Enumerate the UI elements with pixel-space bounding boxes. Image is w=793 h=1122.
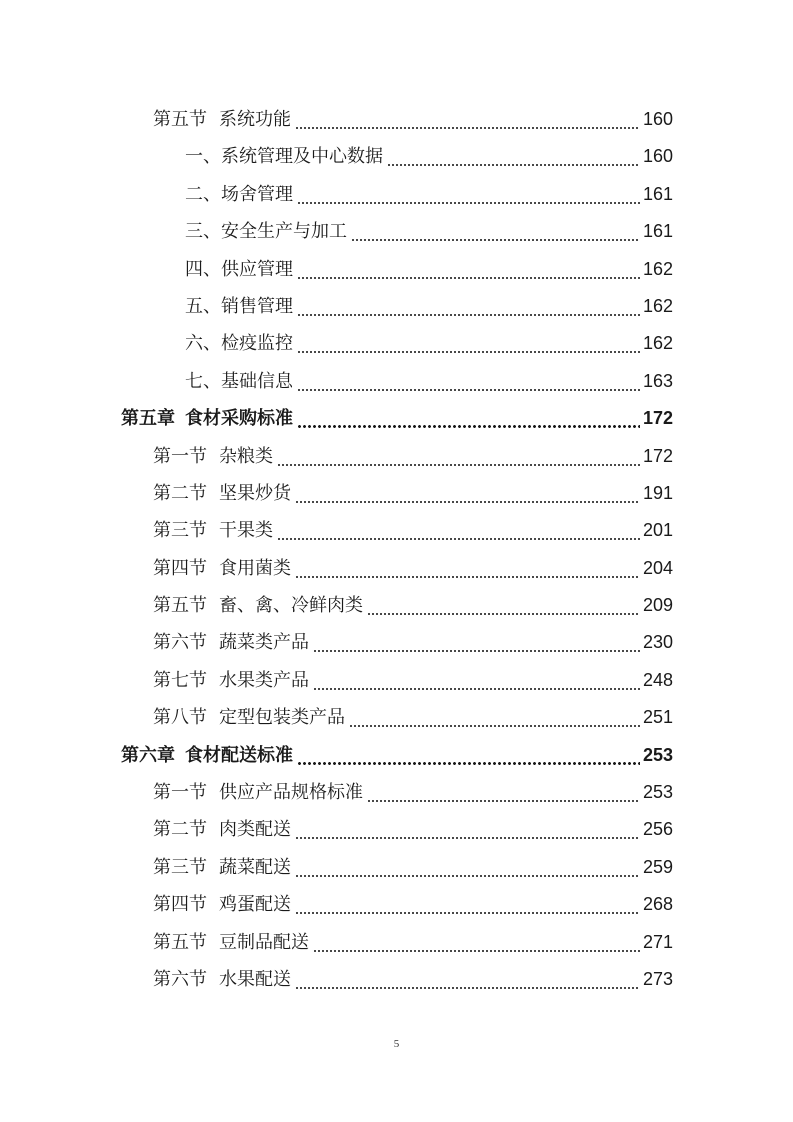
toc-entry-title: 供应产品规格标准 bbox=[219, 782, 363, 804]
toc-entry-page: 253 bbox=[642, 744, 673, 765]
toc-entry-number: 二、 bbox=[185, 183, 221, 205]
toc-entry-title: 基础信息 bbox=[221, 370, 293, 392]
toc-entry-title: 食材配送标准 bbox=[185, 744, 293, 766]
toc-dot-leader bbox=[295, 811, 640, 848]
toc-entry-number: 第五节 bbox=[153, 109, 207, 130]
toc-entry-number: 第六节 bbox=[153, 632, 207, 654]
toc-entry-page: 162 bbox=[642, 295, 673, 316]
toc-dot-leader bbox=[367, 587, 640, 624]
toc-entry-number: 第二节 bbox=[153, 819, 207, 841]
toc-entry-title: 畜、禽、冷鲜肉类 bbox=[219, 595, 363, 617]
toc-entry-page: 268 bbox=[642, 894, 673, 915]
toc-entry-title: 系统功能 bbox=[219, 109, 291, 130]
toc-entry-page: 259 bbox=[642, 856, 673, 877]
toc-dot-leader bbox=[313, 662, 640, 699]
toc-chapter-entry[interactable] bbox=[0, 737, 793, 774]
toc-entry-number: 六、 bbox=[185, 333, 221, 355]
toc-dot-leader bbox=[351, 213, 640, 250]
toc-dot-leader bbox=[297, 325, 640, 362]
toc-dot-leader bbox=[295, 475, 640, 512]
toc-entry-page: 163 bbox=[642, 370, 673, 391]
toc-section-entry[interactable] bbox=[0, 550, 793, 587]
toc-entry-page: 161 bbox=[642, 183, 673, 204]
toc-subsection-entry[interactable] bbox=[0, 325, 793, 362]
toc-entry-page: 201 bbox=[642, 520, 673, 541]
toc-entry-number: 第五节 bbox=[153, 595, 207, 617]
toc-entry-page: 191 bbox=[642, 482, 673, 503]
toc-section-entry[interactable] bbox=[0, 101, 793, 138]
toc-section-entry[interactable] bbox=[0, 774, 793, 811]
toc-section-entry[interactable] bbox=[0, 438, 793, 475]
toc-entry-title: 鸡蛋配送 bbox=[219, 894, 291, 916]
table-of-contents bbox=[0, 101, 793, 998]
toc-entry-number: 第四节 bbox=[153, 557, 207, 579]
toc-dot-leader bbox=[295, 101, 640, 138]
toc-section-entry[interactable] bbox=[0, 624, 793, 661]
toc-dot-leader bbox=[367, 774, 640, 811]
toc-entry-number: 第三节 bbox=[153, 520, 207, 542]
toc-entry-title: 蔬菜配送 bbox=[219, 856, 291, 878]
toc-entry-title: 水果类产品 bbox=[219, 669, 309, 691]
toc-dot-leader bbox=[313, 624, 640, 661]
toc-dot-leader bbox=[277, 512, 640, 549]
toc-entry-title: 检疫监控 bbox=[221, 333, 293, 355]
toc-entry-number: 第四节 bbox=[153, 894, 207, 916]
toc-subsection-entry[interactable] bbox=[0, 363, 793, 400]
toc-section-entry[interactable] bbox=[0, 961, 793, 998]
toc-subsection-entry[interactable] bbox=[0, 176, 793, 213]
toc-entry-title: 水果配送 bbox=[219, 968, 291, 990]
toc-entry-page: 204 bbox=[642, 557, 673, 578]
toc-subsection-entry[interactable] bbox=[0, 288, 793, 325]
toc-entry-title: 肉类配送 bbox=[219, 819, 291, 841]
toc-entry-page: 162 bbox=[642, 333, 673, 354]
toc-dot-leader bbox=[387, 138, 640, 175]
toc-entry-title: 系统管理及中心数据 bbox=[221, 146, 383, 168]
toc-entry-number: 一、 bbox=[185, 146, 221, 168]
toc-section-entry[interactable] bbox=[0, 699, 793, 736]
toc-entry-number: 第八节 bbox=[153, 707, 207, 729]
toc-dot-leader bbox=[297, 400, 640, 437]
toc-entry-page: 172 bbox=[642, 408, 673, 429]
toc-entry-number: 第七节 bbox=[153, 669, 207, 691]
toc-entry-page: 273 bbox=[642, 968, 673, 989]
toc-section-entry[interactable] bbox=[0, 886, 793, 923]
toc-section-entry[interactable] bbox=[0, 475, 793, 512]
toc-dot-leader bbox=[349, 699, 640, 736]
toc-subsection-entry[interactable] bbox=[0, 138, 793, 175]
toc-entry-number: 第六章 bbox=[121, 744, 175, 766]
toc-entry-page: 161 bbox=[642, 221, 673, 242]
toc-entry-title: 定型包装类产品 bbox=[219, 707, 345, 729]
toc-entry-page: 251 bbox=[642, 707, 673, 728]
toc-dot-leader bbox=[295, 550, 640, 587]
toc-dot-leader bbox=[297, 176, 640, 213]
toc-entry-title: 干果类 bbox=[219, 520, 273, 542]
toc-subsection-entry[interactable] bbox=[0, 213, 793, 250]
toc-entry-number: 第六节 bbox=[153, 968, 207, 990]
toc-entry-page: 209 bbox=[642, 595, 673, 616]
toc-entry-page: 256 bbox=[642, 819, 673, 840]
toc-entry-title: 杂粮类 bbox=[219, 445, 273, 467]
toc-section-entry[interactable] bbox=[0, 587, 793, 624]
toc-dot-leader bbox=[297, 363, 640, 400]
toc-entry-page: 248 bbox=[642, 669, 673, 690]
toc-entry-number: 第三节 bbox=[153, 856, 207, 878]
toc-entry-title: 场舍管理 bbox=[221, 183, 293, 205]
toc-entry-page: 253 bbox=[642, 782, 673, 803]
page-number: 5 bbox=[393, 1038, 400, 1050]
toc-entry-title: 食材采购标准 bbox=[185, 408, 293, 430]
toc-entry-number: 第二节 bbox=[153, 482, 207, 504]
toc-entry-number: 五、 bbox=[185, 295, 221, 317]
toc-section-entry[interactable] bbox=[0, 811, 793, 848]
toc-entry-number: 第五节 bbox=[153, 931, 207, 953]
toc-entry-title: 供应管理 bbox=[221, 258, 293, 280]
toc-entry-title: 坚果炒货 bbox=[219, 482, 291, 504]
toc-entry-page: 160 bbox=[642, 146, 673, 167]
toc-dot-leader bbox=[297, 251, 640, 288]
toc-entry-page: 271 bbox=[642, 931, 673, 952]
toc-chapter-entry[interactable] bbox=[0, 400, 793, 437]
toc-dot-leader bbox=[295, 849, 640, 886]
toc-entry-title: 蔬菜类产品 bbox=[219, 632, 309, 654]
toc-dot-leader bbox=[277, 438, 640, 475]
toc-entry-number: 四、 bbox=[185, 258, 221, 280]
toc-dot-leader bbox=[295, 961, 640, 998]
toc-subsection-entry[interactable] bbox=[0, 251, 793, 288]
toc-dot-leader bbox=[295, 886, 640, 923]
toc-entry-title: 安全生产与加工 bbox=[221, 221, 347, 243]
toc-entry-number: 三、 bbox=[185, 221, 221, 243]
toc-entry-page: 162 bbox=[642, 258, 673, 279]
toc-entry-title: 豆制品配送 bbox=[219, 931, 309, 953]
toc-dot-leader bbox=[297, 737, 640, 774]
toc-entry-page: 172 bbox=[642, 445, 673, 466]
toc-entry-title: 食用菌类 bbox=[219, 557, 291, 579]
toc-entry-number: 第一节 bbox=[153, 445, 207, 467]
toc-entry-title: 销售管理 bbox=[221, 295, 293, 317]
toc-dot-leader bbox=[297, 288, 640, 325]
toc-entry-page: 230 bbox=[642, 632, 673, 653]
toc-entry-page: 160 bbox=[642, 109, 673, 129]
toc-entry-number: 七、 bbox=[185, 370, 221, 392]
toc-entry-number: 第五章 bbox=[121, 408, 175, 430]
toc-section-entry[interactable] bbox=[0, 662, 793, 699]
toc-entry-number: 第一节 bbox=[153, 782, 207, 804]
toc-section-entry[interactable] bbox=[0, 849, 793, 886]
toc-section-entry[interactable] bbox=[0, 924, 793, 961]
toc-section-entry[interactable] bbox=[0, 512, 793, 549]
toc-dot-leader bbox=[313, 924, 640, 961]
